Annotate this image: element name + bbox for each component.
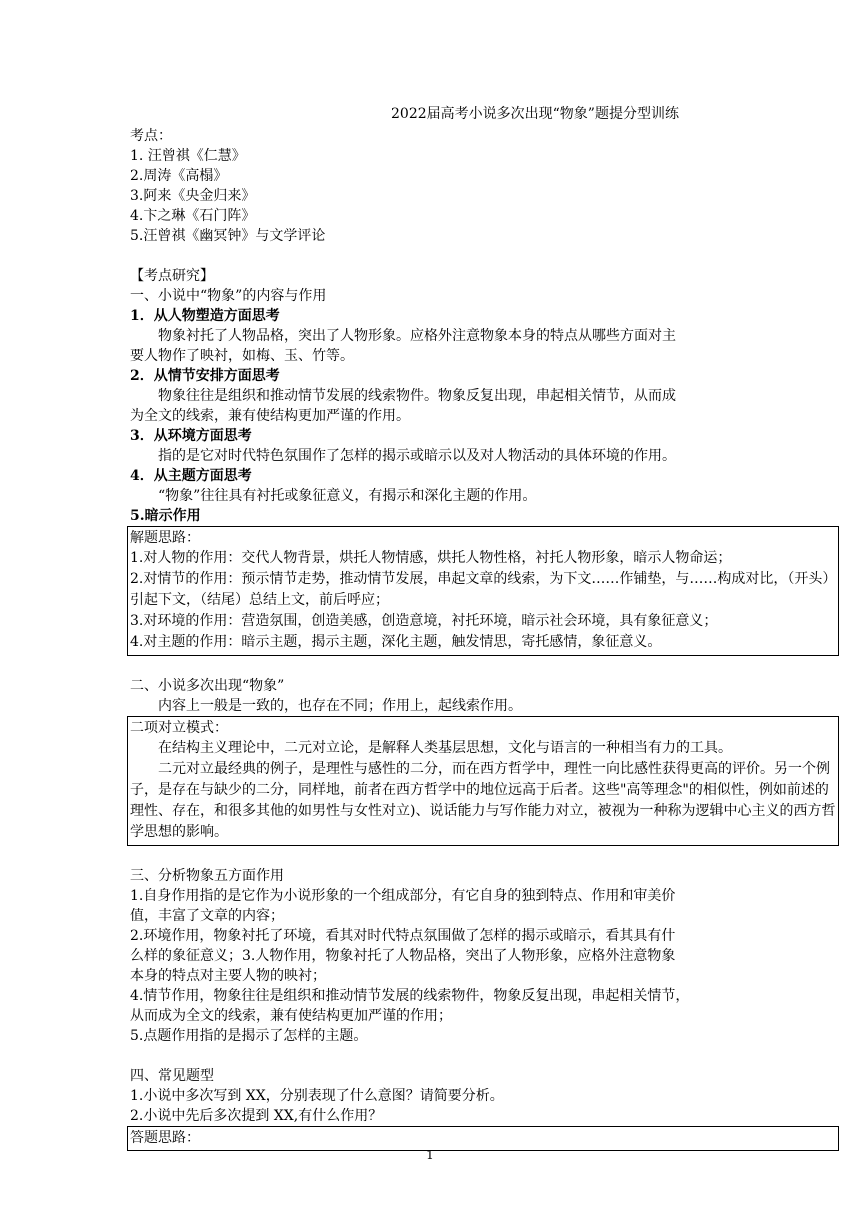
kaodian-item: 1. 汪曾祺《仁慧》 [130, 148, 246, 164]
section2-heading: 二、小说多次出现“物象” [130, 678, 285, 694]
kaodian-item: 3.阿来《央金归来》 [130, 188, 256, 204]
binary-heading: 二项对立模式： [130, 720, 228, 736]
document-title: 2022届高考小说多次出现“物象”题提分型训练 [391, 106, 679, 122]
section3-line: 4.情节作用，物象往往是组织和推动情节发展的线索物件，物象反复出现，串起相关情节， [130, 988, 690, 1004]
section3-line: 值，丰富了文章的内容； [130, 908, 284, 924]
section1-subheading: 1．从人物塑造方面思考 [130, 308, 280, 324]
section1-subheading: 4．从主题方面思考 [130, 468, 252, 484]
binary-paragraph: 二元对立最经典的例子，是理性与感性的二分，而在西方哲学中，理性一向比感性获得更高的评价。另一个例子，是存在与缺少的二分，同样地，前者在西方哲学中的地位远高于后者。这些"高等理念"的相似性，例如前述的理性、存在，和很多其他的如男性与女性对立)、说话能力与写作能力对立，被视为一种称为逻辑中心主义的西方哲学思想的影响。 [130, 761, 836, 840]
section1-heading: 一、小说中“物象”的内容与作用 [130, 288, 327, 304]
section3-line: 么样的象征意义；3.人物作用，物象衬托了人物品格，突出了人物形象，应格外注意物象 [130, 948, 676, 964]
answer-heading: 答题思路： [130, 1130, 200, 1146]
section1-subheading: 3．从环境方面思考 [130, 428, 252, 444]
solution-heading: 解题思路： [130, 530, 200, 546]
solution-box [127, 526, 839, 656]
section3-line: 本身的特点对主要人物的映衬； [130, 968, 326, 984]
section3-line: 5.点题作用指的是揭示了怎样的主题。 [130, 1028, 368, 1044]
question-item: 1.小说中多次写到 XX，分别表现了什么意图？请简要分析。 [130, 1088, 504, 1104]
solution-line: 2.对情节的作用：预示情节走势，推动情节发展，串起文章的线索，为下文……作铺垫，与……构成对比，（开头）引起下文，（结尾）总结上文，前后呼应； [130, 571, 830, 608]
section1-subheading: 5.暗示作用 [130, 508, 201, 524]
yanjiu-heading: 【考点研究】 [130, 268, 214, 284]
page-number: 1 [426, 1148, 434, 1162]
section1-paragraph: 要人物作了映衬，如梅、玉、竹等。 [130, 348, 354, 364]
section1-paragraph: “物象”往往具有衬托或象征意义，有揭示和深化主题的作用。 [158, 488, 537, 504]
section1-paragraph: 指的是它对时代特色氛围作了怎样的揭示或暗示以及对人物活动的具体环境的作用。 [158, 448, 676, 464]
kaodian-item: 5.汪曾祺《幽冥钟》与文学评论 [130, 228, 326, 244]
section1-paragraph: 为全文的线索，兼有使结构更加严谨的作用。 [130, 408, 410, 424]
section2-paragraph: 内容上一般是一致的，也存在不同；作用上，起线索作用。 [158, 698, 522, 714]
section1-paragraph: 物象往往是组织和推动情节发展的线索物件。物象反复出现，串起相关情节，从而成 [158, 388, 676, 404]
kaodian-item: 4.卞之琳《石门阵》 [130, 208, 256, 224]
section3-line: 1.自身作用指的是它作为小说形象的一个组成部分，有它自身的独到特点、作用和审美价 [130, 888, 676, 904]
solution-line: 1.对人物的作用：交代人物背景，烘托人物情感，烘托人物性格，衬托人物形象，暗示人物命运； [130, 550, 732, 566]
question-item: 2.小说中先后多次提到 XX,有什么作用？ [130, 1108, 383, 1124]
section1-paragraph: 物象衬托了人物品格，突出了人物形象。应格外注意物象本身的特点从哪些方面对主 [158, 328, 676, 344]
kaodian-heading: 考点： [130, 128, 172, 144]
section3-line: 2.环境作用，物象衬托了环境，看其对时代特点氛围做了怎样的揭示或暗示，看其具有什 [130, 928, 676, 944]
section3-heading: 三、分析物象五方面作用 [130, 868, 284, 884]
section3-line: 从而成为全文的线索，兼有使结构更加严谨的作用； [130, 1008, 452, 1024]
document-body [130, 102, 836, 1151]
kaodian-item: 2.周涛《高榻》 [130, 168, 228, 184]
solution-line: 3.对环境的作用：营造氛围，创造美感，创造意境，衬托环境，暗示社会环境，具有象征意义； [130, 613, 718, 629]
section1-subheading: 2．从情节安排方面思考 [130, 368, 280, 384]
binary-paragraph: 在结构主义理论中，二元对立论，是解释人类基层思想，文化与语言的一种相当有力的工具。 [158, 740, 732, 756]
binary-opposition-box [127, 716, 839, 846]
solution-line: 4.对主题的作用：暗示主题，揭示主题，深化主题，触发情思，寄托感情，象征意义。 [130, 634, 662, 650]
section4-heading: 四、常见题型 [130, 1068, 214, 1084]
